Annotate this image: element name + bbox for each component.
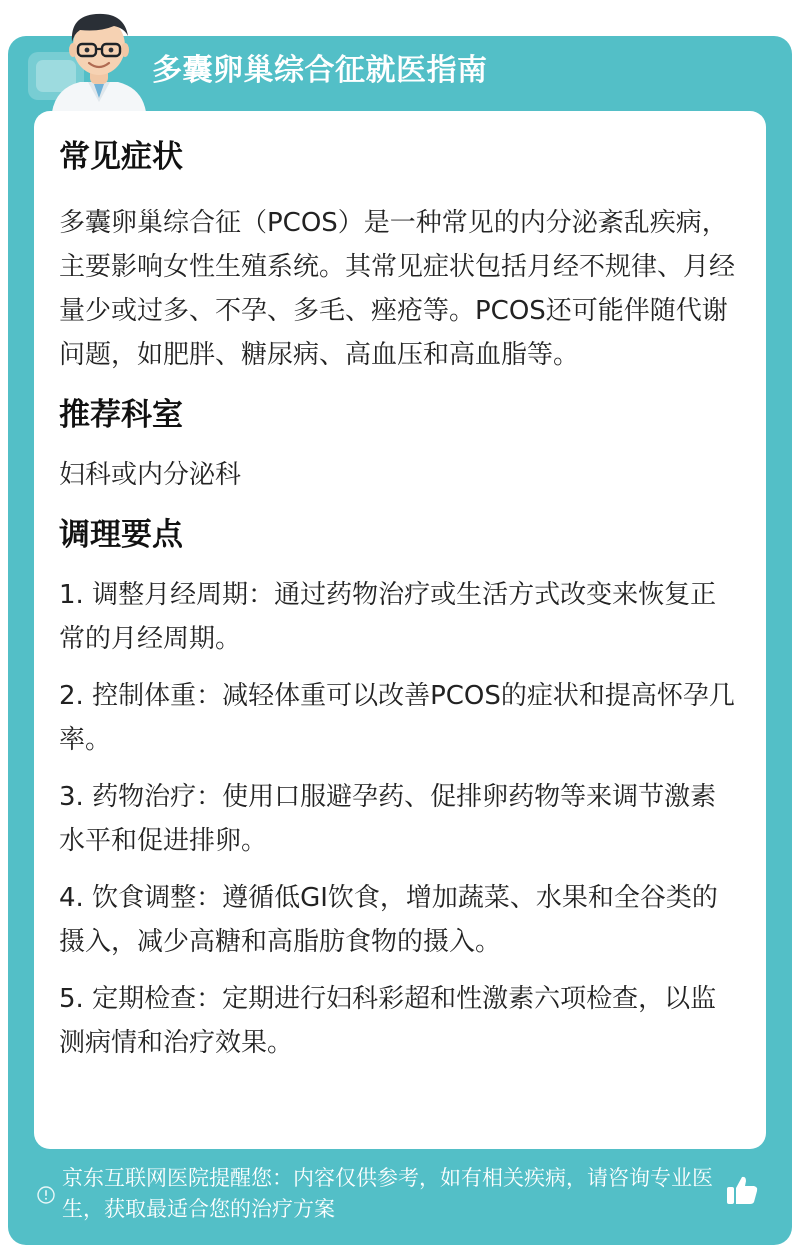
section-department (59, 393, 739, 497)
section-care-tips (59, 513, 739, 1065)
thumbs-up-icon[interactable] (724, 1172, 760, 1208)
section-list-item: 3. 药物治疗：使用口服避孕药、促排卵药物等来调节激素水平和促进排卵。 (59, 782, 717, 856)
footer-disclaimer: 京东互联网医院提醒您：内容仅供参考，如有相关疾病，请咨询专业医生，获取最适合您的治疗方案 (62, 1166, 713, 1221)
section-paragraph: 妇科或内分泌科 (59, 460, 242, 490)
content-card (34, 111, 766, 1149)
info-icon (37, 1186, 55, 1204)
section-symptoms (59, 135, 739, 377)
section-heading: 调理要点 (59, 517, 183, 553)
page-title: 多囊卵巢综合征就医指南 (152, 53, 488, 88)
section-list-item: 4. 饮食调整：遵循低GI饮食，增加蔬菜、水果和全谷类的摄入，减少高糖和高脂肪食物的摄入。 (59, 883, 718, 957)
section-list-item: 5. 定期检查：定期进行妇科彩超和性激素六项检查，以监测病情和治疗效果。 (59, 984, 717, 1058)
section-heading: 常见症状 (59, 139, 183, 175)
content-body (59, 129, 739, 1065)
section-list-item: 2. 控制体重：减轻体重可以改善PCOS的症状和提高怀孕几率。 (59, 681, 735, 755)
section-paragraph: 多囊卵巢综合征（PCOS）是一种常见的内分泌紊乱疾病，主要影响女性生殖系统。其常见症状包括月经不规律、月经量少或过多、不孕、多毛、痤疮等。PCOS还可能伴随代谢问题，如肥胖、糖尿病、高血压和高血脂等。 (59, 208, 736, 370)
section-heading: 推荐科室 (59, 397, 183, 433)
section-list-item: 1. 调整月经周期：通过药物治疗或生活方式改变来恢复正常的月经周期。 (59, 580, 717, 654)
doctor-avatar-icon (44, 6, 154, 112)
